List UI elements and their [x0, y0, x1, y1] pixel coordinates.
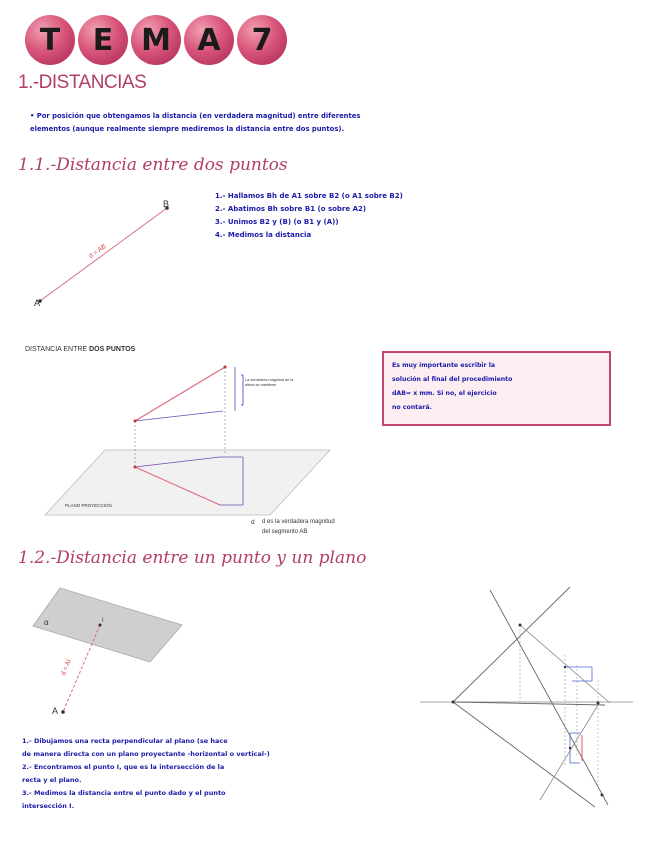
step-3: 3.- Unimos B2 y (B) (o B1 y (A)): [215, 218, 339, 226]
steps-list-punto-plano: [22, 735, 270, 813]
subsection-title-punto-plano: 1.2.-Distancia entre un punto y un plano: [18, 548, 367, 568]
note-line-4: no contará.: [392, 404, 432, 411]
note-line-1: Es muy importante escribir la: [392, 362, 496, 369]
step-12-1b: de manera directa con un plano proyectante -horizontal o vertical-): [22, 750, 270, 758]
note-line-2: solución al final del procedimiento: [392, 376, 513, 383]
diagram-caption-line-2: del segmento AB: [262, 529, 308, 535]
point-b-label: B: [163, 199, 170, 209]
segment-ab-figure: [25, 195, 195, 315]
punto-plano-figure: [30, 585, 190, 720]
intro-line-1: • Por posición que obtengamos la distancia (en verdadera magnitud) entre diferentes: [30, 112, 361, 120]
section-title-distancias: 1.-DISTANCIAS: [18, 72, 147, 93]
important-note-box: [382, 351, 611, 426]
diagram-title: DISTANCIA ENTRE DOS PUNTOS: [25, 346, 136, 353]
step-1: 1.- Hallamos Bh de A1 sobre B2 (o A1 sobre B2): [215, 192, 403, 200]
diagram-note-small: La verdadera magnitud de la altura se mantiene: [245, 378, 294, 387]
point-i-label: I: [102, 618, 104, 624]
step-4: 4.- Medimos la distancia: [215, 231, 312, 239]
distance-ab-label: d = AB: [87, 242, 108, 261]
title-letter-m: M: [131, 15, 181, 65]
step-12-1a: 1.- Dibujamos una recta perpendicular al plano (se hace: [22, 737, 228, 745]
title-letter-t: T: [25, 15, 75, 65]
title-letter-a: A: [184, 15, 234, 65]
diagram-caption-line-1: d es la verdadera magnitud: [262, 519, 335, 525]
intro-line-2: elementos (aunque realmente siempre mediremos la distancia entre dos puntos).: [30, 125, 345, 133]
distance-d-label: d: [251, 519, 255, 526]
step-12-3b: intersección I.: [22, 802, 75, 810]
steps-list-dos-puntos: [215, 190, 403, 242]
point-a2-label: A: [52, 706, 59, 716]
subsection-title-dos-puntos: 1.1.-Distancia entre dos puntos: [18, 155, 288, 175]
point-a-label: A: [34, 298, 41, 308]
plano-proyeccion-label: PLANO PROYECCIÓN: [65, 503, 112, 508]
step-2: 2.- Abatimos Bh sobre B1 (o sobre A2): [215, 205, 367, 213]
distance-ai-label: d = AI: [60, 658, 73, 677]
diedrico-construction-drawing: [420, 585, 635, 820]
step-12-3a: 3.- Medimos la distancia entre el punto dado y el punto: [22, 789, 226, 797]
plane-alpha-label: α: [44, 618, 49, 627]
note-line-3: dAB= x mm. Si no, el ejercicio: [392, 390, 497, 397]
step-12-2b: recta y el plano.: [22, 776, 82, 784]
step-12-2a: 2.- Encontramos el punto I, que es la intersección de la: [22, 763, 225, 771]
title-letter-e: E: [78, 15, 128, 65]
title-letter-7: 7: [237, 15, 287, 65]
dos-puntos-3d-diagram: [25, 355, 365, 520]
